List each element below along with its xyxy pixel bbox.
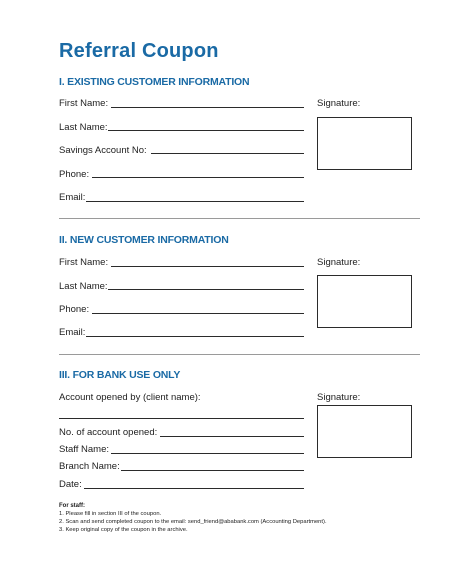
existing-first-name-field[interactable] (111, 107, 304, 108)
staff-note-item: 3. Keep original copy of the coupon in the archive. (59, 527, 188, 533)
new-phone-label: Phone: (59, 304, 90, 315)
staff-notes-title: For staff: (59, 503, 85, 509)
staff-name-field[interactable] (111, 453, 304, 454)
section-divider (59, 354, 420, 355)
new-last-name-field[interactable] (108, 289, 304, 290)
new-phone-field[interactable] (92, 313, 304, 314)
staff-note-item: 1. Please fill in section III of the coupon. (59, 511, 162, 517)
new-last-name-label: Last Name: (59, 281, 108, 292)
section-existing-customer-heading: I. EXISTING CUSTOMER INFORMATION (59, 76, 250, 88)
branch-name-field[interactable] (121, 470, 304, 471)
existing-signature-box[interactable] (317, 117, 412, 170)
existing-last-name-label: Last Name: (59, 122, 108, 133)
date-field[interactable] (84, 488, 304, 489)
existing-email-field[interactable] (86, 201, 304, 202)
bank-signature-label: Signature: (317, 392, 361, 403)
section-new-customer-heading: II. NEW CUSTOMER INFORMATION (59, 234, 229, 246)
new-first-name-field[interactable] (111, 266, 304, 267)
existing-phone-label: Phone: (59, 169, 90, 180)
existing-last-name-field[interactable] (108, 130, 304, 131)
existing-phone-field[interactable] (92, 177, 304, 178)
staff-note-item: 2. Scan and send completed coupon to the email: send_friend@ababank.com (Accounting Department). (59, 519, 327, 525)
no-account-opened-label: No. of account opened: (59, 427, 158, 438)
section-bank-use-heading: III. FOR BANK USE ONLY (59, 369, 181, 381)
existing-savings-account-label: Savings Account No: (59, 145, 147, 156)
new-email-label: Email: (59, 327, 86, 338)
existing-savings-account-field[interactable] (151, 153, 304, 154)
account-opened-by-label: Account opened by (client name): (59, 392, 201, 403)
no-account-opened-field[interactable] (160, 436, 304, 437)
staff-name-label: Staff Name: (59, 444, 109, 455)
account-opened-by-field[interactable] (59, 418, 304, 419)
new-first-name-label: First Name: (59, 257, 109, 268)
branch-name-label: Branch Name: (59, 461, 120, 472)
date-label: Date: (59, 479, 82, 490)
existing-email-label: Email: (59, 192, 86, 203)
existing-signature-label: Signature: (317, 98, 361, 109)
form-title: Referral Coupon (59, 40, 219, 62)
new-email-field[interactable] (86, 336, 304, 337)
bank-signature-box[interactable] (317, 405, 412, 458)
new-signature-box[interactable] (317, 275, 412, 328)
new-signature-label: Signature: (317, 257, 361, 268)
existing-first-name-label: First Name: (59, 98, 109, 109)
section-divider (59, 218, 420, 219)
